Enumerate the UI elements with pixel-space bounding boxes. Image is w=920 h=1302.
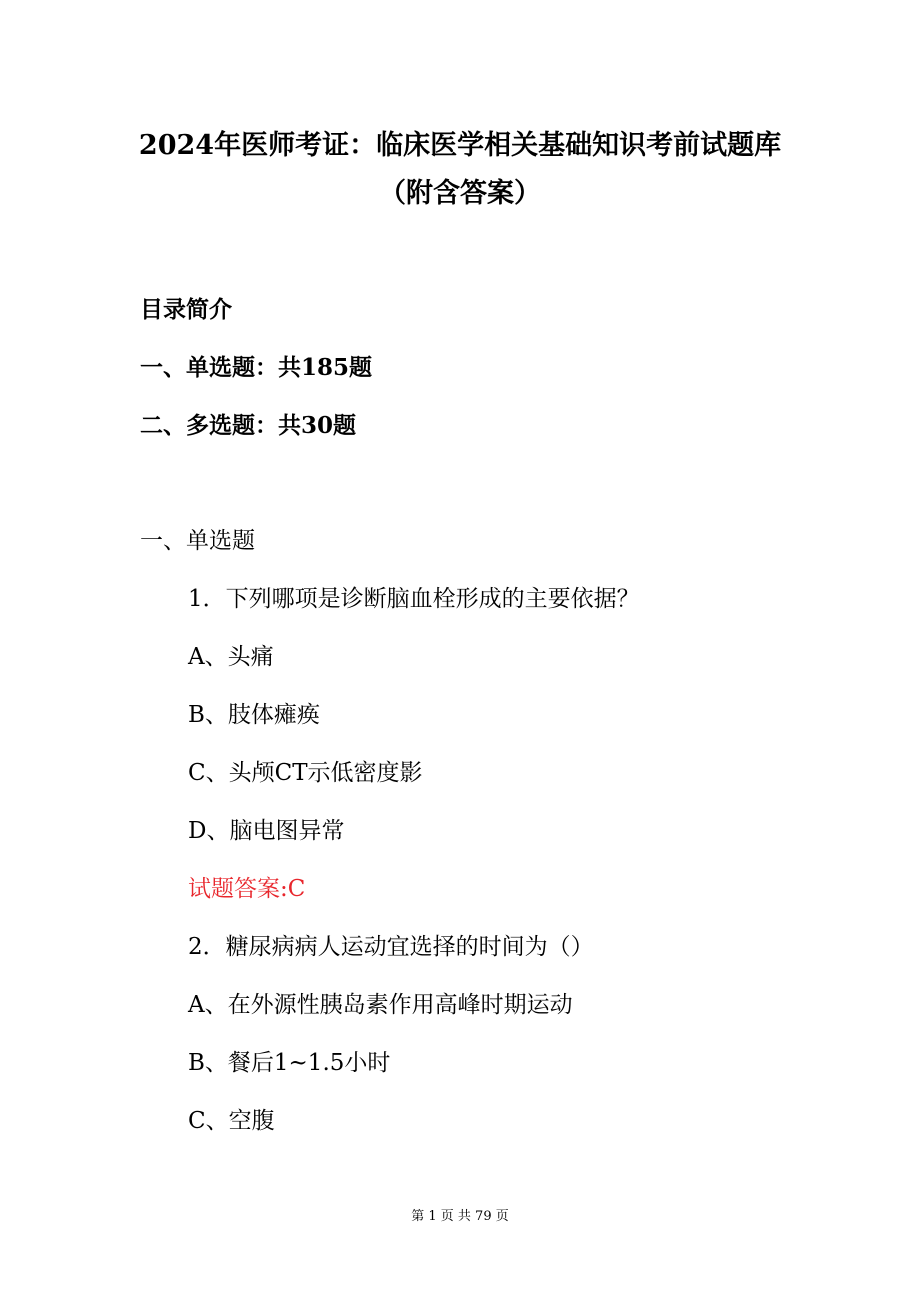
document-title-line-2: （附含答案） [379, 178, 541, 209]
toc-heading: 目录简介 [140, 296, 232, 323]
toc-item-single-choice: 一、单选题：共185题 [140, 354, 373, 381]
question-1-option-a: A、头痛 [188, 644, 274, 670]
question-1-option-b: B、肢体瘫痪 [188, 702, 320, 728]
question-1-option-c: C、头颅CT示低密度影 [188, 760, 423, 786]
question-2-option-a: A、在外源性胰岛素作用高峰时期运动 [188, 992, 573, 1018]
question-2-option-b: B、餐后1~1.5小时 [188, 1050, 391, 1076]
toc-item-multiple-choice: 二、多选题：共30题 [140, 412, 357, 439]
page-number-footer: 第 1 页 共 79 页 [411, 1209, 509, 1224]
question-1-answer: 试题答案:C [188, 876, 306, 902]
question-1-option-d: D、脑电图异常 [188, 818, 345, 844]
question-2-stem: 2．糖尿病病人运动宜选择的时间为（） [188, 934, 594, 960]
question-2-option-c: C、空腹 [188, 1108, 275, 1134]
question-1-stem: 1．下列哪项是诊断脑血栓形成的主要依据？ [188, 586, 640, 612]
document-title-line-1: 2024年医师考证：临床医学相关基础知识考前试题库 [138, 130, 782, 161]
section-heading: 一、单选题 [140, 528, 255, 554]
